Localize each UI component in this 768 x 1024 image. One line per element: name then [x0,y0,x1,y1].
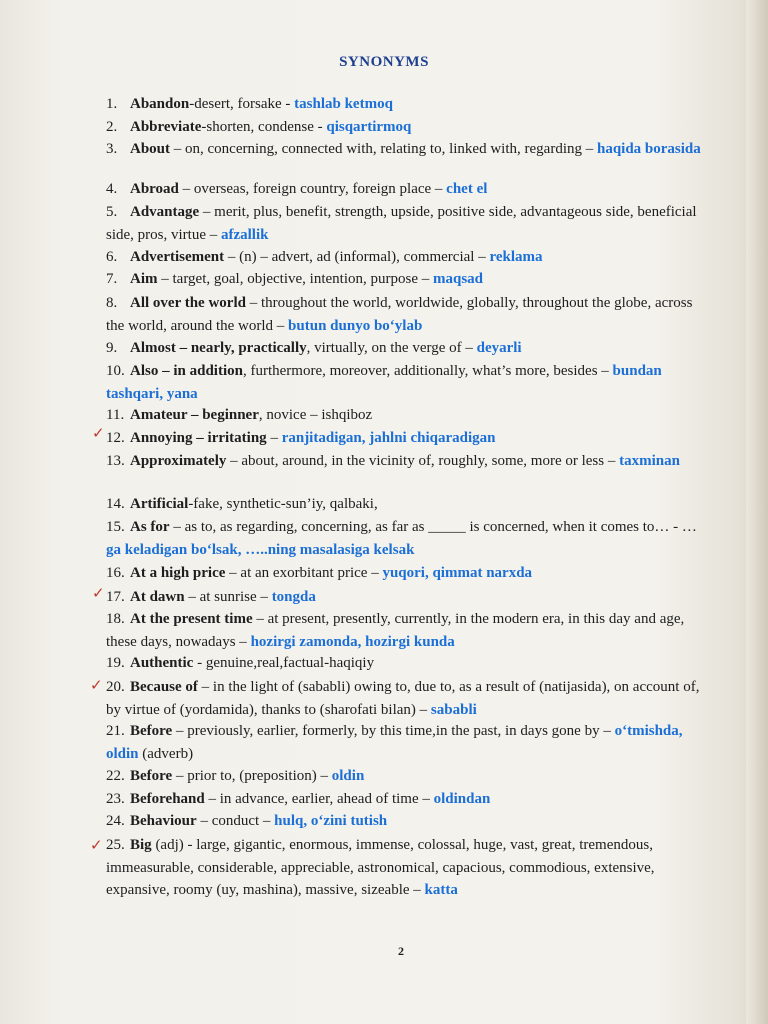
entry-headword: All over the world [130,295,246,311]
entry-translation: tashlab ketmoq [294,96,393,112]
check-mark-12: ✓ [92,424,105,442]
entry-headword: Authentic [130,655,194,671]
entry-synonyms: – previously, earlier, formerly, by this time,in the past, in days gone by – [172,723,615,739]
entry-headword: Almost – nearly, practically [130,340,307,356]
synonym-entry [106,427,706,450]
entry-headword: Abandon [130,96,190,112]
entry-headword: Abbreviate [130,119,202,135]
entry-headword: Also – in addition [130,363,243,379]
entry-headword: At the present time [130,611,253,627]
check-mark-17: ✓ [92,584,105,602]
entry-number: 12. [106,430,125,446]
entry-number: 14. [106,496,125,512]
synonym-entry [106,493,706,516]
entry-translation: afzallik [220,226,269,243]
synonym-entry [106,360,706,405]
entry-synonyms: – merit, plus, benefit, strength, upside, positive side, advantageous side, beneficial side, pros, virtue – [106,204,697,243]
entry-synonyms: -fake, synthetic-sun’iy, qalbaki, [188,496,378,512]
entry-translation: tongda [271,589,316,605]
entry-synonyms: – overseas, foreign country, foreign place – [178,181,447,197]
entry-number: 6. [106,249,118,265]
entry-translation: o‘tmishda, oldin [106,723,683,762]
page-number: 2 [398,944,404,958]
entry-headword: Before [130,723,173,739]
entry-number: 21. [106,723,125,739]
entry-number: 2. [106,119,118,135]
entry-number: 1. [106,96,118,112]
synonym-entry [106,834,706,902]
page-title: SYNONYMS [339,54,429,70]
entry-translation: ga keladigan bo‘lsak, …..ning masalasiga kelsak [106,541,415,558]
entry-synonyms: (adj) - large, gigantic, enormous, immense, colossal, huge, vast, great, tremendous, immeasurable, considerable, appreciable, astronomical, capacious, commodious, extensive, expansive, roomy (uy, mashina), massive, sizeable – [106,837,655,898]
synonym-entry [106,292,706,337]
entry-translation: reklama [489,249,543,265]
entry-headword: Abroad [130,181,179,197]
synonym-entry [106,246,706,269]
entry-number: 15. [106,519,125,535]
synonym-entry [106,337,706,360]
entry-synonyms: – target, goal, objective, intention, purpose – [157,271,433,287]
entry-number: 22. [106,768,125,784]
entry-synonyms: , furthermore, moreover, additionally, what’s more, besides – [242,363,613,379]
entry-headword: Artificial [130,496,189,512]
entry-translation: sababli [430,701,477,718]
entry-number: 13. [106,453,125,469]
entry-number: 23. [106,791,125,807]
entry-synonyms: – at an exorbitant price – [225,565,383,581]
synonym-entry [106,676,706,721]
entry-translation: deyarli [476,340,522,356]
entry-translation: bundan tashqari, yana [106,363,662,402]
synonym-entry [106,765,706,788]
synonym-entry [106,562,706,585]
entry-synonyms: – [266,430,282,446]
entry-number: 17. [106,589,125,605]
entry-translation: qisqartirmoq [326,119,412,135]
entry-note: (adverb) [138,745,194,762]
entry-synonyms: , virtually, on the verge of – [306,340,477,356]
check-mark-25: ✓ [90,836,103,854]
entry-headword: Before [130,768,173,784]
entry-headword: Amateur – beginner [130,407,259,423]
entry-headword: Annoying – irritating [130,430,267,446]
entry-translation: yuqori, qimmat narxda [382,565,533,581]
entry-synonyms: – (n) – advert, ad (informal), commercial – [224,249,490,265]
entry-headword: Because of [130,679,198,695]
synonym-entry [106,138,706,161]
entry-number: 5. [106,204,118,220]
entry-number: 7. [106,271,118,287]
synonym-entry [106,608,706,653]
synonym-entry [106,720,706,765]
entry-synonyms: – in advance, earlier, ahead of time – [204,791,434,807]
synonym-entry [106,93,706,116]
synonym-entry [106,516,706,561]
entry-headword: As for [130,519,170,535]
synonym-entry [106,450,706,473]
entry-headword: Approximately [130,453,227,469]
entry-number: 10. [106,363,125,379]
entry-number: 9. [106,340,118,356]
synonym-entry [106,788,706,811]
entry-synonyms: – in the light of (sababli) owing to, due to, as a result of (natijasida), on account of, by virtue of (yordamida), thanks to (sharofati bilan) – [106,679,700,718]
entry-synonyms: – throughout the world, worldwide, globally, throughout the globe, across the world, around the world – [106,295,693,334]
synonym-entry [106,404,706,427]
entry-translation: taxminan [619,453,680,469]
entry-synonyms: – at sunrise – [184,589,272,605]
entry-number: 20. [106,679,125,695]
entry-number: 8. [106,295,118,311]
entry-synonyms: - genuine,real,factual-haqiqiy [193,655,375,671]
entry-headword: Advertisement [130,249,225,265]
entry-synonyms: – as to, as regarding, concerning, as far as _____ is concerned, when it comes to… - … [169,519,697,535]
entry-number: 25. [106,837,125,853]
entry-number: 4. [106,181,118,197]
entry-number: 24. [106,813,125,829]
entry-synonyms: – about, around, in the vicinity of, roughly, some, more or less – [226,453,620,469]
entry-number: 19. [106,655,125,671]
check-mark-20: ✓ [90,676,103,694]
entry-synonyms: – on, concerning, connected with, relating to, linked with, regarding – [170,141,597,157]
entry-number: 16. [106,565,125,581]
entry-translation: ranjitadigan, jahlni chiqaradigan [281,430,496,446]
entry-translation: maqsad [433,271,484,287]
entry-translation: haqida borasida [596,141,701,157]
entry-headword: Aim [130,271,158,287]
entry-synonyms: – conduct – [196,813,275,829]
entry-headword: Advantage [130,204,200,220]
entry-synonyms: – prior to, (preposition) – [172,768,332,784]
entry-translation: butun dunyo bo‘ylab [288,317,423,334]
entry-headword: Beforehand [130,791,205,807]
entry-synonyms: – at present, presently, currently, in the modern era, in this day and age, these days, nowadays – [106,611,685,650]
entry-headword: Behaviour [130,813,197,829]
entry-translation: oldindan [433,791,491,807]
entry-translation: oldin [331,768,365,784]
entry-headword: About [130,141,171,157]
entry-translation: chet el [446,181,488,197]
synonym-entry [106,116,706,139]
entry-translation: hozirgi zamonda, hozirgi kunda [250,633,455,650]
synonym-entry [106,586,706,609]
entry-number: 18. [106,611,125,627]
synonym-entry [106,268,706,291]
entry-headword: Big [130,837,152,853]
entry-headword: At a high price [130,565,226,581]
entry-translation: hulq, o‘zini tutish [274,813,388,829]
entry-synonyms: , novice – ishqiboz [258,407,373,423]
page-edge-shadow [746,0,768,1024]
entry-synonyms: -shorten, condense - [201,119,327,135]
entry-translation: katta [424,882,458,898]
entry-number: 11. [106,407,125,423]
synonym-entry [106,652,706,675]
synonym-entry [106,810,706,833]
entry-synonyms: -desert, forsake - [189,96,295,112]
synonym-entry [106,178,706,201]
entry-headword: At dawn [130,589,185,605]
synonym-entry [106,201,706,246]
entry-number: 3. [106,141,118,157]
